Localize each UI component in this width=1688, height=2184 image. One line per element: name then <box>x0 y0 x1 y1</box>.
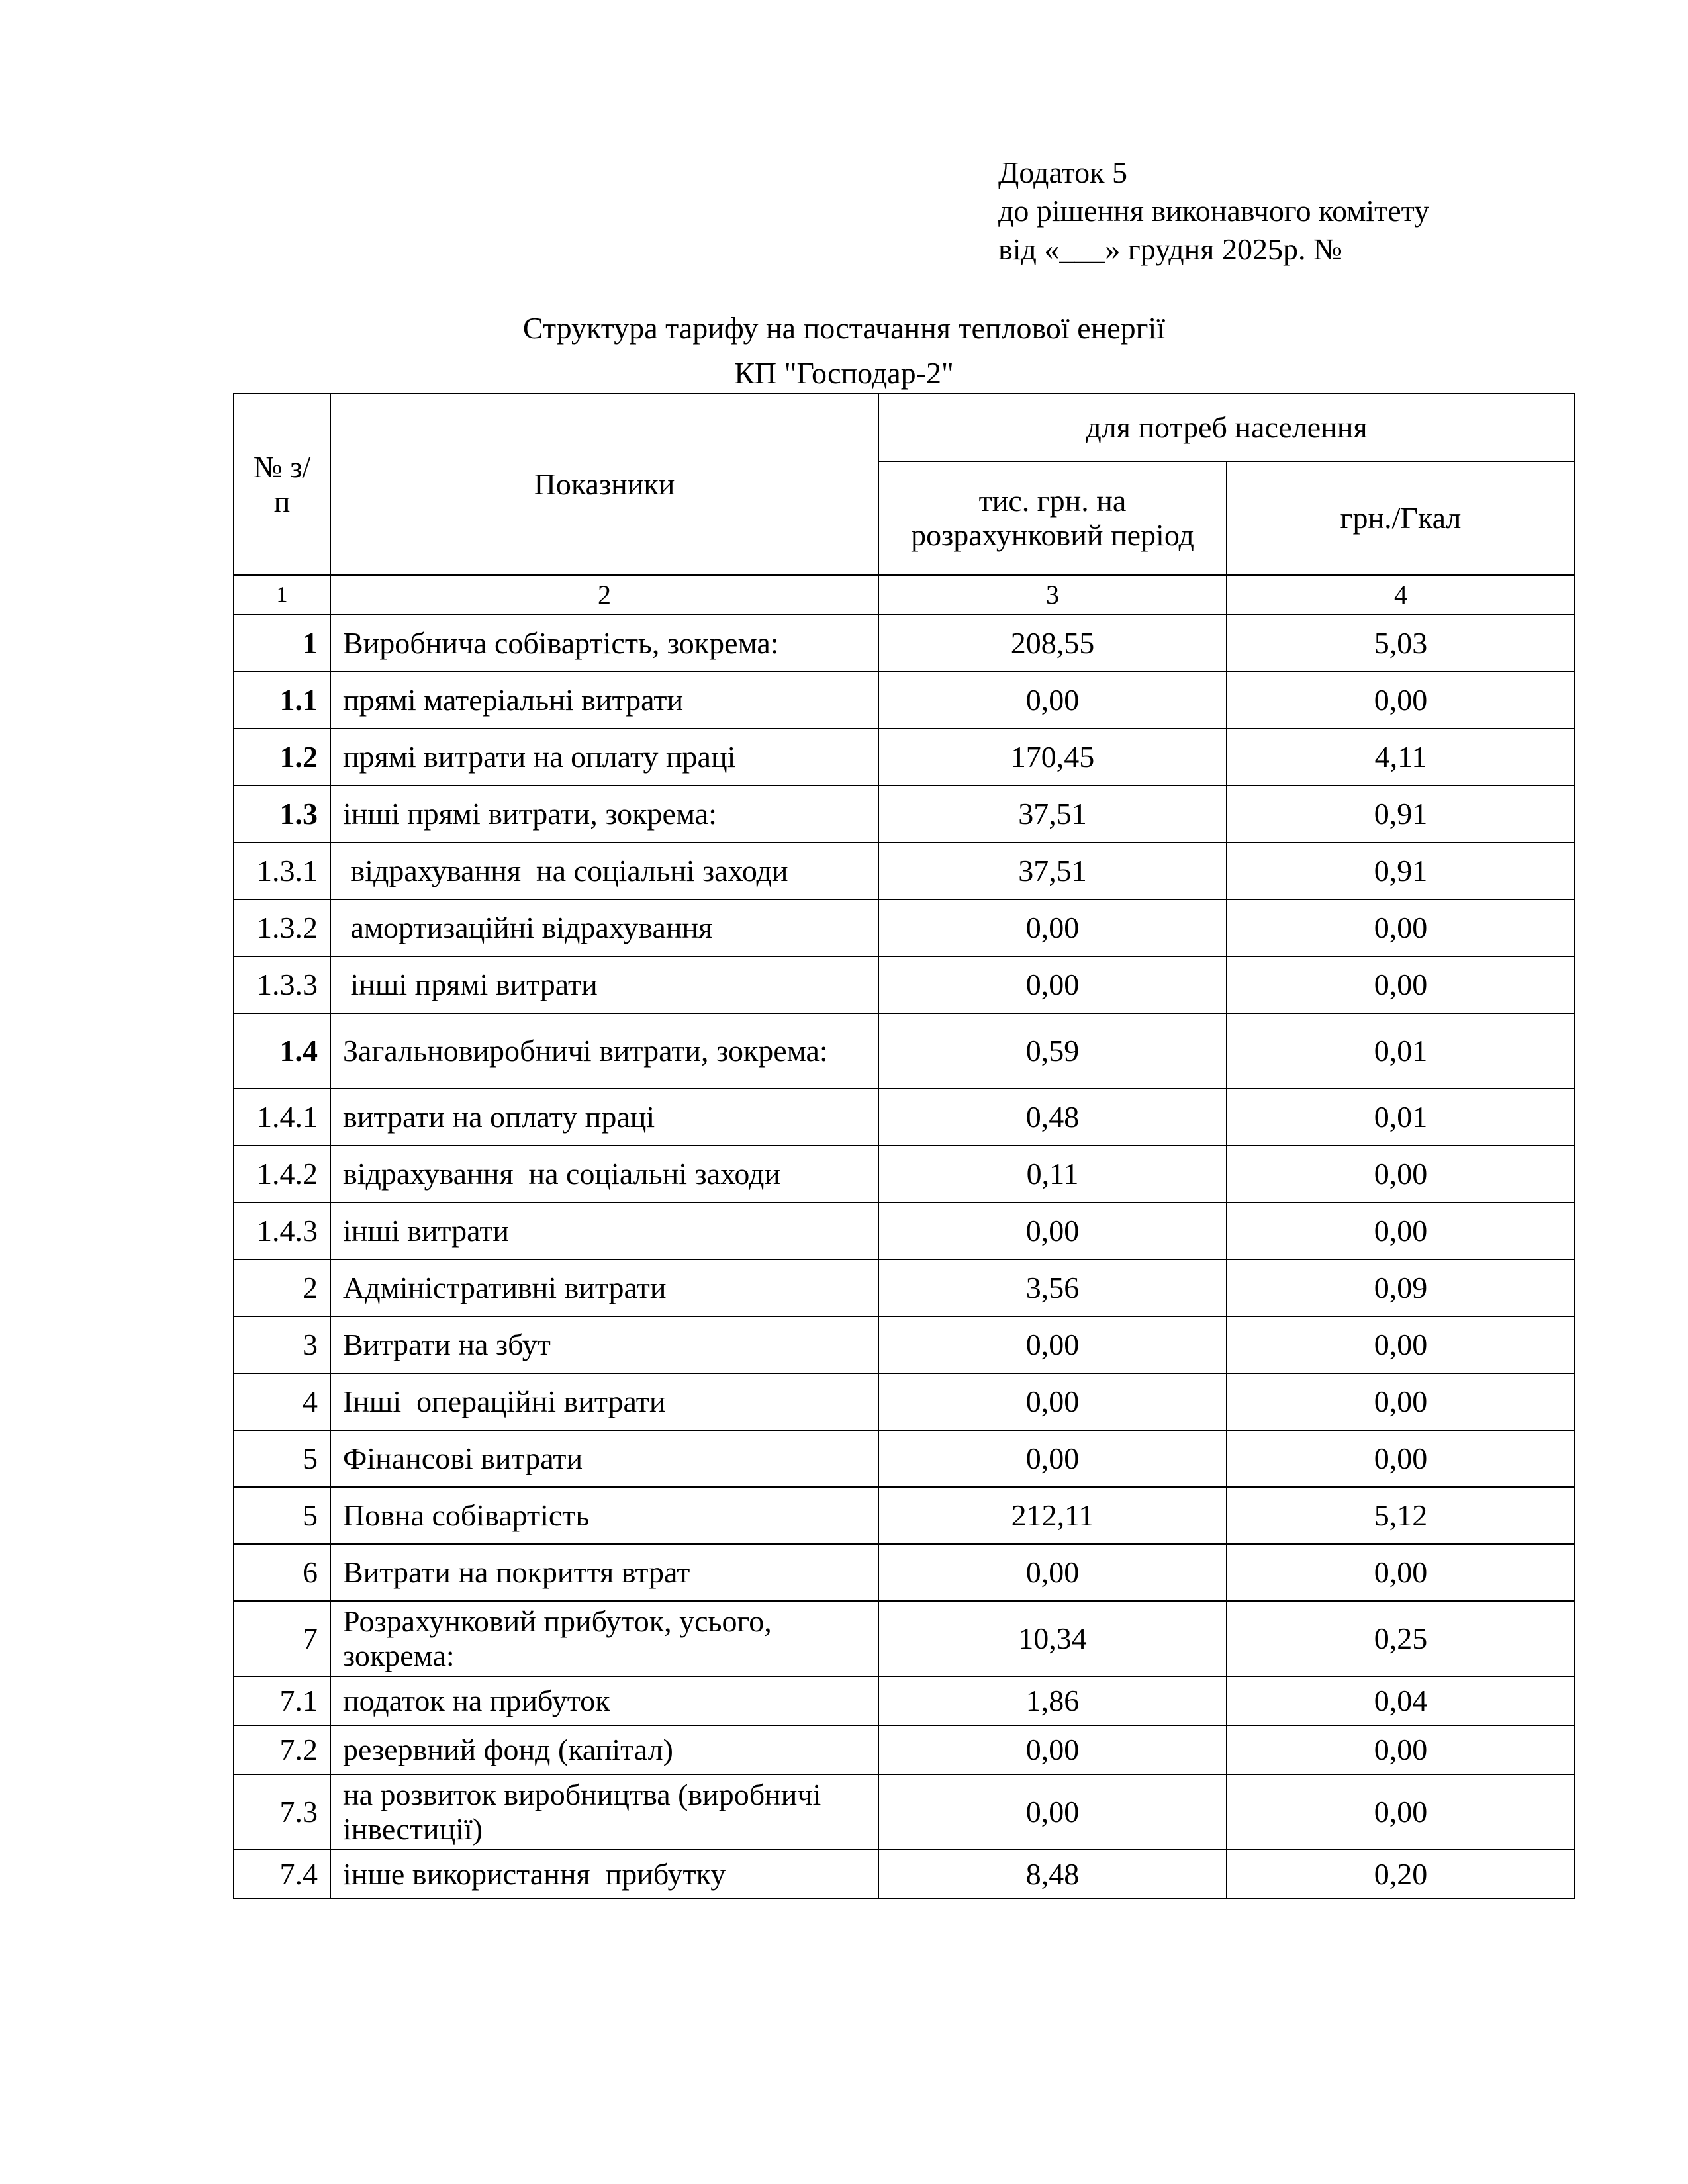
row-number: 7 <box>234 1601 330 1676</box>
row-period-value: 0,00 <box>878 1430 1227 1487</box>
row-number: 1.4.3 <box>234 1203 330 1259</box>
row-indicator: Витрати на збут <box>330 1316 878 1373</box>
table-row <box>234 1850 1575 1899</box>
table-row <box>234 1430 1575 1487</box>
row-number: 1.2 <box>234 729 330 786</box>
row-number: 3 <box>234 1316 330 1373</box>
row-indicator: Фінансові витрати <box>330 1430 878 1487</box>
column-number: 1 <box>234 575 330 615</box>
row-period-value: 0,00 <box>878 1203 1227 1259</box>
row-number: 1.4.1 <box>234 1089 330 1146</box>
table-row <box>234 1316 1575 1373</box>
row-indicator: Виробнича собівартість, зокрема: <box>330 615 878 672</box>
table-row <box>234 899 1575 956</box>
row-indicator: Загальновиробничі витрати, зокрема: <box>330 1013 878 1089</box>
row-number: 2 <box>234 1259 330 1316</box>
table-row <box>234 615 1575 672</box>
row-period-value: 10,34 <box>878 1601 1227 1676</box>
table-row <box>234 729 1575 786</box>
header-indicators: Показники <box>330 394 878 575</box>
row-period-value: 0,00 <box>878 1316 1227 1373</box>
row-indicator: витрати на оплату праці <box>330 1089 878 1146</box>
document-title: Структура тарифу на постачання теплової енергії <box>522 311 1166 345</box>
table-row <box>234 1146 1575 1203</box>
tariff-structure-table <box>233 393 1575 1899</box>
row-per-gcal-value: 0,91 <box>1227 842 1575 899</box>
row-number: 7.4 <box>234 1850 330 1899</box>
table-row <box>234 1013 1575 1089</box>
table-row <box>234 1487 1575 1544</box>
header-thousand-uah-period: тис. грн. на розрахунковий період <box>878 461 1227 575</box>
row-period-value: 0,00 <box>878 1544 1227 1601</box>
table-row <box>234 1544 1575 1601</box>
company-name: КП "Господар-2" <box>734 356 954 390</box>
row-per-gcal-value: 0,00 <box>1227 1146 1575 1203</box>
row-period-value: 208,55 <box>878 615 1227 672</box>
row-number: 5 <box>234 1430 330 1487</box>
row-indicator: інше використання прибутку <box>330 1850 878 1899</box>
row-period-value: 170,45 <box>878 729 1227 786</box>
row-period-value: 37,51 <box>878 842 1227 899</box>
header-uah-per-gcal: грн./Гкал <box>1227 461 1575 575</box>
row-period-value: 3,56 <box>878 1259 1227 1316</box>
row-period-value: 37,51 <box>878 786 1227 842</box>
table-row <box>234 1601 1575 1676</box>
row-period-value: 0,59 <box>878 1013 1227 1089</box>
row-per-gcal-value: 0,01 <box>1227 1089 1575 1146</box>
row-indicator: Адміністративні витрати <box>330 1259 878 1316</box>
column-numbers-row <box>234 575 1575 615</box>
row-number: 5 <box>234 1487 330 1544</box>
row-number: 4 <box>234 1373 330 1430</box>
header-number: № з/п <box>234 394 330 575</box>
row-indicator: інші прямі витрати <box>330 956 878 1013</box>
table-row <box>234 1373 1575 1430</box>
appendix-number: Додаток 5 <box>998 156 1128 189</box>
row-number: 7.2 <box>234 1725 330 1774</box>
row-per-gcal-value: 0,00 <box>1227 1725 1575 1774</box>
row-per-gcal-value: 0,00 <box>1227 1316 1575 1373</box>
row-indicator: прямі матеріальні витрати <box>330 672 878 729</box>
row-indicator: амортизаційні відрахування <box>330 899 878 956</box>
row-number: 1.4 <box>234 1013 330 1089</box>
row-indicator: прямі витрати на оплату праці <box>330 729 878 786</box>
row-per-gcal-value: 5,03 <box>1227 615 1575 672</box>
row-per-gcal-value: 0,00 <box>1227 1430 1575 1487</box>
row-number: 7.3 <box>234 1774 330 1850</box>
row-per-gcal-value: 0,00 <box>1227 1544 1575 1601</box>
row-per-gcal-value: 0,00 <box>1227 1373 1575 1430</box>
table-row <box>234 1725 1575 1774</box>
row-per-gcal-value: 0,25 <box>1227 1601 1575 1676</box>
row-indicator: Витрати на покриття втрат <box>330 1544 878 1601</box>
appendix-decision-ref: до рішення виконавчого комітету <box>998 194 1430 228</box>
row-per-gcal-value: 5,12 <box>1227 1487 1575 1544</box>
row-indicator: на розвиток виробництва (виробничі інвестиції) <box>330 1774 878 1850</box>
row-indicator: Розрахунковий прибуток, усього, зокрема: <box>330 1601 878 1676</box>
row-indicator: Повна собівартість <box>330 1487 878 1544</box>
table-row <box>234 1259 1575 1316</box>
row-per-gcal-value: 0,00 <box>1227 1203 1575 1259</box>
row-per-gcal-value: 0,04 <box>1227 1676 1575 1725</box>
row-number: 1.1 <box>234 672 330 729</box>
table-row <box>234 1774 1575 1850</box>
row-number: 6 <box>234 1544 330 1601</box>
row-per-gcal-value: 0,00 <box>1227 1774 1575 1850</box>
row-period-value: 212,11 <box>878 1487 1227 1544</box>
row-indicator: Інші операційні витрати <box>330 1373 878 1430</box>
row-per-gcal-value: 0,91 <box>1227 786 1575 842</box>
row-number: 1.3.3 <box>234 956 330 1013</box>
column-number: 2 <box>330 575 878 615</box>
row-period-value: 0,00 <box>878 1774 1227 1850</box>
row-indicator: відрахування на соціальні заходи <box>330 1146 878 1203</box>
table-row <box>234 1676 1575 1725</box>
row-per-gcal-value: 0,20 <box>1227 1850 1575 1899</box>
row-period-value: 0,00 <box>878 1725 1227 1774</box>
row-number: 1.3 <box>234 786 330 842</box>
row-number: 7.1 <box>234 1676 330 1725</box>
row-indicator: відрахування на соціальні заходи <box>330 842 878 899</box>
row-indicator: резервний фонд (капітал) <box>330 1725 878 1774</box>
table-row <box>234 1089 1575 1146</box>
table-row <box>234 672 1575 729</box>
row-period-value: 0,00 <box>878 672 1227 729</box>
row-period-value: 0,00 <box>878 1373 1227 1430</box>
row-per-gcal-value: 0,09 <box>1227 1259 1575 1316</box>
appendix-header <box>998 154 1429 269</box>
row-number: 1.3.1 <box>234 842 330 899</box>
column-number: 4 <box>1227 575 1575 615</box>
row-period-value: 0,11 <box>878 1146 1227 1203</box>
row-per-gcal-value: 0,00 <box>1227 956 1575 1013</box>
row-per-gcal-value: 0,01 <box>1227 1013 1575 1089</box>
row-indicator: податок на прибуток <box>330 1676 878 1725</box>
row-indicator: інші витрати <box>330 1203 878 1259</box>
table-row <box>234 786 1575 842</box>
row-indicator: інші прямі витрати, зокрема: <box>330 786 878 842</box>
row-number: 1 <box>234 615 330 672</box>
row-per-gcal-value: 0,00 <box>1227 899 1575 956</box>
column-number: 3 <box>878 575 1227 615</box>
row-period-value: 0,00 <box>878 899 1227 956</box>
row-period-value: 1,86 <box>878 1676 1227 1725</box>
row-number: 1.3.2 <box>234 899 330 956</box>
row-period-value: 8,48 <box>878 1850 1227 1899</box>
row-period-value: 0,48 <box>878 1089 1227 1146</box>
row-per-gcal-value: 0,00 <box>1227 672 1575 729</box>
row-number: 1.4.2 <box>234 1146 330 1203</box>
table-row <box>234 1203 1575 1259</box>
table-row <box>234 956 1575 1013</box>
header-population-needs: для потреб населення <box>878 394 1575 461</box>
appendix-date: від «___» грудня 2025р. № <box>998 232 1342 266</box>
row-period-value: 0,00 <box>878 956 1227 1013</box>
table-row <box>234 842 1575 899</box>
row-per-gcal-value: 4,11 <box>1227 729 1575 786</box>
